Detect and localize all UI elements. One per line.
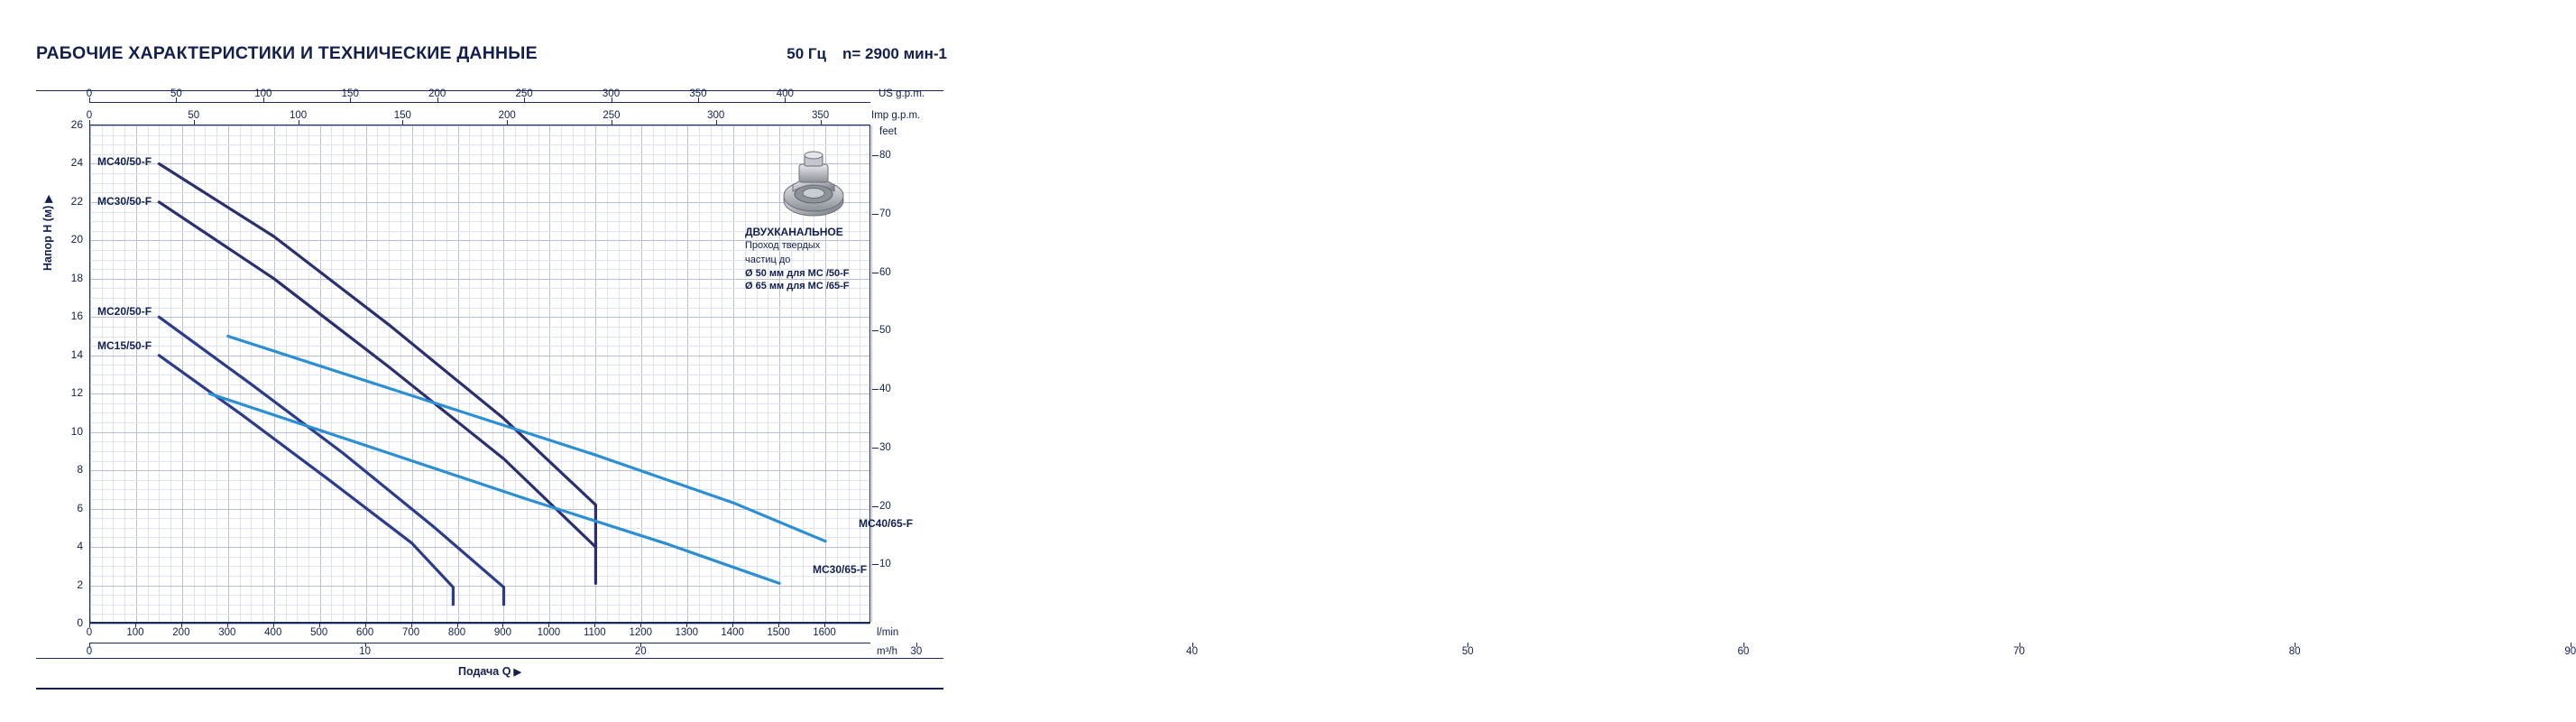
curve-mc40-50-f (159, 164, 595, 548)
axis-tick-label: 250 (603, 110, 621, 121)
y-tick-right: 70 (879, 208, 891, 219)
axis-tick-label: 150 (393, 110, 411, 121)
axis-tick-label: 1600 (813, 627, 836, 638)
axis-tick-label: 0 (86, 646, 93, 657)
y-tick-left: 24 (70, 156, 83, 170)
bottom-rule (36, 688, 943, 690)
axis-tick-label: 350 (811, 110, 830, 121)
axis-tick-label: 100 (254, 88, 272, 99)
y-tick-left: 4 (77, 540, 83, 553)
y-axis-left (54, 0, 83, 722)
y-tick-mark-right (871, 506, 879, 507)
axis-tick-label: 0 (86, 110, 93, 121)
curve-label-mc30-50-f: MC30/50-F (97, 195, 152, 208)
x-axis-title: Подача Q ▶ (458, 665, 521, 678)
curve-mc15-50-f (159, 356, 453, 605)
axis-tick-label: 150 (341, 88, 359, 99)
y-tick-right: 10 (879, 559, 891, 570)
axis-tick-label: 1400 (721, 627, 744, 638)
inset-line1: Проход твердых (745, 240, 821, 251)
grid-hline (90, 624, 869, 625)
y-tick-mark-right (871, 564, 879, 565)
axis-tick-label: 500 (310, 627, 328, 638)
y-tick-right: 40 (879, 384, 891, 395)
axis-tick-label: 30 (910, 646, 923, 657)
y-tick-left: 10 (70, 424, 83, 438)
inset-line2: частиц до (745, 254, 791, 265)
y-tick-left: 14 (70, 347, 83, 361)
axis-line (89, 623, 870, 624)
axis-tick-label: 300 (707, 110, 725, 121)
inset-spec1: Ø 50 мм для МС /50-F (745, 267, 850, 279)
axis-tick-label: 10 (359, 646, 372, 657)
axis-tick-label: 50 (188, 110, 200, 121)
y-tick-right: 30 (879, 441, 891, 453)
axis-tick-label: 200 (498, 110, 516, 121)
axis-tick-label: 1500 (767, 627, 790, 638)
axis-tick-label: 300 (602, 88, 621, 99)
axis-tick-label: 250 (515, 88, 533, 99)
axis-unit-label: m³/h (877, 646, 897, 657)
y-tick-right: 80 (879, 150, 891, 162)
y-tick-right: 60 (879, 266, 891, 278)
axis-tick-label: 50 (1461, 646, 1474, 657)
axis-tick-label: 100 (126, 627, 144, 638)
y-tick-mark-right (871, 389, 879, 390)
axis-tick-label: 900 (493, 627, 512, 638)
curve-label-mc15-50-f: MC15/50-F (97, 339, 152, 352)
y-axis-right (879, 0, 934, 722)
y-tick-left: 16 (70, 310, 83, 323)
axis-tick-label: 400 (264, 627, 282, 638)
speed-value: n= 2900 мин-1 (842, 45, 947, 62)
axis-tick-label: 100 (289, 110, 308, 121)
axis-tick-label: 600 (356, 627, 374, 638)
axis-tick-label: 200 (428, 88, 446, 99)
axis-tick-label: 70 (2013, 646, 2025, 657)
axis-tick-label: 50 (170, 88, 182, 99)
y-tick-left: 26 (70, 118, 83, 131)
axis-tick-label: 300 (218, 627, 236, 638)
axis-unit-label: l/min (877, 627, 899, 638)
axis-tick-label: 350 (689, 88, 707, 99)
y-tick-left: 22 (70, 194, 83, 208)
inset-spec2: Ø 65 мм для МС /65-F (745, 281, 850, 292)
impeller-icon (775, 144, 852, 222)
axis-tick-label: 1300 (675, 627, 699, 638)
y-tick-mark-right (871, 330, 879, 331)
curve-label-mc40-65-f: MC40/65-F (859, 517, 914, 530)
header (36, 43, 947, 64)
curve-label-mc20-50-f: MC20/50-F (97, 305, 152, 318)
y-axis-right-unit: feet (879, 126, 897, 138)
axis-tick-label: 1200 (629, 627, 653, 638)
inset-caption: ДВУХКАНАЛЬНОЕ (745, 226, 843, 238)
impeller-inset (745, 144, 882, 320)
axis-tick-label: 200 (172, 627, 190, 638)
axis-unit-label: US g.p.m. (879, 88, 925, 99)
axis-tick-label: 1100 (583, 627, 606, 638)
axis-tick-label: 400 (776, 88, 794, 99)
curve-mc20-50-f (159, 317, 503, 605)
y-tick-left: 12 (70, 386, 83, 400)
y-tick-left: 18 (70, 271, 83, 284)
y-tick-left: 2 (77, 578, 83, 591)
frequency-value: 50 Гц (787, 45, 826, 62)
axis-tick-label: 800 (447, 627, 466, 638)
axis-tick-label: 20 (634, 646, 647, 657)
curve-label-mc30-65-f: MC30/65-F (813, 563, 868, 576)
y-tick-right: 50 (879, 325, 891, 337)
axis-tick-label: 80 (2288, 646, 2301, 657)
y-tick-right: 20 (879, 500, 891, 512)
page-title: РАБОЧИЕ ХАРАКТЕРИСТИКИ И ТЕХНИЧЕСКИЕ ДАННЫЕ (36, 43, 538, 63)
axis-tick-label: 700 (401, 627, 420, 638)
y-tick-left: 0 (77, 616, 83, 629)
axis-tick-label: 0 (86, 88, 93, 99)
y-tick-left: 20 (70, 233, 83, 246)
curve-label-mc40-50-f: MC40/50-F (97, 155, 152, 168)
axis-line (89, 102, 870, 103)
curve-mc30-50-f (159, 202, 595, 584)
axis-tick-label: 60 (1737, 646, 1750, 657)
axis-unit-label: Imp g.p.m. (871, 110, 921, 121)
y-tick-left: 6 (77, 501, 83, 514)
y-axis-title: Напор H (м) ▶ (41, 195, 54, 271)
axis-tick-label: 40 (1186, 646, 1198, 657)
y-tick-mark-right (871, 448, 879, 449)
y-tick-left: 8 (77, 463, 83, 477)
axis-tick-label: 0 (86, 627, 93, 638)
axis-tick-label: 1000 (537, 627, 561, 638)
axis-tick-label: 90 (2564, 646, 2576, 657)
